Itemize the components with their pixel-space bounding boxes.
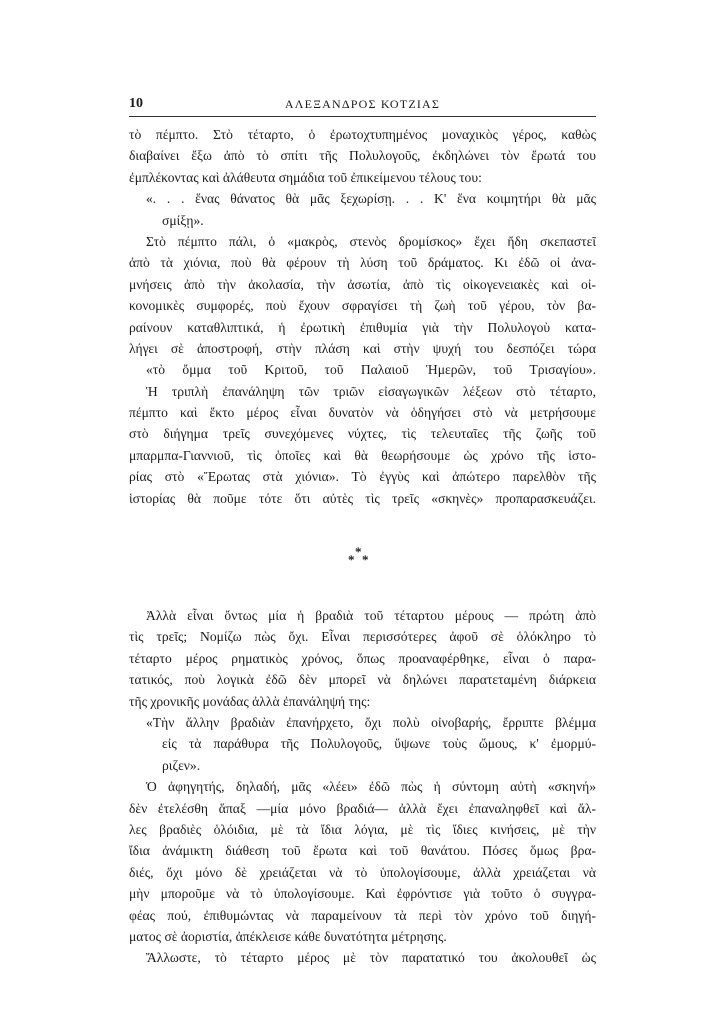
text-line: «. . . ἕνας θάνατος θὰ μᾶς ξεχωρίσῃ. . . Κ' ἕνα κοιμητήρι θὰ μᾶς (146, 191, 596, 207)
text-line: Ἀλλὰ εἶναι ὄντως μία ἡ βραδιὰ τοῦ τέταρτου μέρους — πρώτη ἀπὸ (146, 608, 596, 624)
asterism-star: * (348, 552, 355, 568)
running-title: ΑΛΕΞΑΝΔΡΟΣ ΚΟΤΖΙΑΣ (284, 97, 441, 111)
asterism-separator (129, 543, 596, 581)
text-line: «Τὴν ἄλλην βραδιὰν ἐπανήρχετο, ὄχι πολὺ οἰνοβαρής, ἔρριπτε βλέμμα (146, 714, 596, 730)
page-header (129, 96, 596, 114)
asterism-star: * (362, 552, 369, 568)
text-line: ραίνουν καταθλιπτικά, ἡ ἐρωτικὴ ἐπιθυμία γιὰ τὴν Πολυλογοὺ κατα- (129, 319, 596, 335)
text-line: τέταρτο μέρος ρηματικὸς χρόνος, ὅπως προαναφέρθηκε, εἶναι ὁ παρα- (129, 650, 596, 666)
text-line: στὸ διήγημα τρεῖς συνεχόμενες νύχτες, τὶς τελευταῖες τῆς ζωῆς τοῦ (129, 426, 596, 442)
text-line: τὶς τρεῖς; Νομίζω πὼς ὄχι. Εἶναι περισσότερες ἀφοῦ σὲ ὁλόκληρο τὸ (129, 629, 596, 645)
text-line: ἴδια ἀνάμικτη διάθεση τοῦ ἔρωτα καὶ τοῦ θανάτου. Πόσες ὅμως βρα- (129, 843, 596, 859)
text-line: φέας πού, ἐπιθυμώντας νὰ παραμείνουν τὰ περὶ τὸν χρόνο τοῦ διηγή- (129, 907, 596, 923)
page-number: 10 (129, 96, 143, 111)
text-line: ματος σὲ ἀοριστία, ἀπέκλεισε κάθε δυνατότητα μέτρησης. (129, 928, 447, 944)
text-line: «τὸ ὄμμα τοῦ Κριτοῦ, τοῦ Παλαιοῦ Ἡμερῶν, τοῦ Τρισαγίου». (146, 362, 596, 378)
text-line: ἐμπλέκοντας καὶ ἀλάθευτα σημάδια τοῦ ἐπικείμενου τέλους του: (129, 169, 482, 185)
text-line: σμίξῃ». (162, 212, 204, 228)
text-line: μὴν μποροῦμε νὰ τὸ ὑπολογίσουμε. Καὶ ἐφρόντισε γιὰ τοῦτο ὁ συγγρα- (129, 886, 596, 902)
text-line: Ἡ τριπλὴ ἐπανάληψη τῶν τριῶν εἰσαγωγικῶν λέξεων στὸ τέταρτο, (146, 383, 596, 399)
text-line: δὲν ἐτελέσθη ἅπαξ —μία μόνο βραδιά— ἀλλὰ ἔχει ἐπαναληφθεῖ καὶ ἄλ- (129, 800, 596, 816)
text-line: τὸ πέμπτο. Στὸ τέταρτο, ὁ ἐρωτοχτυπημένος μοναχικὸς γέρος, καθὼς (129, 127, 596, 142)
text-line: εἰς τὰ παράθυρα τῆς Πολυλογοῦς, ὕψωνε τοὺς ὤμους, κ' ἐμορμύ- (162, 736, 596, 752)
text-line: ἱστορίας θὰ ποῦμε τότε ὅτι αὐτὲς τὶς τρεῖς «σκηνὲς» προπαρασκευάζει. (129, 490, 596, 506)
text-line: λήγει σὲ ἀποστροφή, στὴν πλάση καὶ στὴν ψυχή του δεσπόζει τώρα (129, 340, 596, 356)
text-line: ριζεν». (162, 757, 201, 773)
text-line: ἀπὸ τὰ χιόνια, ποὺ θὰ φέρουν τὴ λύση τοῦ δράματος. Κι ἐδῶ οἱ ἀνα- (129, 255, 596, 271)
text-line: Ἄλλωστε, τὸ τέταρτο μέρος μὲ τὸν παρατατικό του ἀκολουθεῖ ὡς (146, 950, 596, 966)
text-line: τῆς χρονικῆς μονάδας ἀλλὰ ἐπανάληψή της: (129, 693, 371, 709)
text-line: μπαρμπα-Γιαννιοῦ, τὶς ὁποῖες καὶ θὰ θεωρήσουμε ὡς χρόνο τῆς ἱστο- (129, 447, 596, 463)
text-line: πέμπτο καὶ ἕκτο μέρος εἶναι δυνατὸν νὰ ὁδηγήσει στὸ νὰ μετρήσουμε (129, 405, 596, 421)
text-line: διαβαίνει ἔξω ἀπὸ τὸ σπίτι τῆς Πολυλογοῦς, ἐκδηλώνει τὸν ἔρωτά του (129, 148, 596, 164)
body-text (129, 124, 596, 969)
text-line: μνήσεις ἀπὸ τὴν ἀκολασία, τὴν ἀσωτία, ἀπὸ τὶς οἰκογενειακὲς καὶ οἰ- (129, 276, 596, 292)
asterism-star: * (355, 544, 362, 560)
text-line: κονομικὲς συμφορές, ποὺ ἔχουν σφραγίσει τὴ ζωὴ τοῦ γέρου, τὸν βα- (129, 298, 596, 314)
text-line: Ὁ ἀφηγητής, δηλαδή, μᾶς «λέει» ἐδῶ πὼς ἡ σύντομη αὐτὴ «σκηνή» (146, 779, 596, 795)
text-line: διές, ὄχι μόνο δὲ χρειάζεται νὰ τὸ ὑπολογίσουμε, ἀλλὰ χρειάζεται νὰ (129, 864, 596, 880)
section-2 (129, 605, 596, 969)
text-line: λες βραδιὲς ὁλόιδια, μὲ τὰ ἴδια λόγια, μὲ τὶς ἴδιες κινήσεις, μὲ τὴν (129, 821, 596, 837)
header-rule (129, 116, 596, 117)
text-line: ρίας στὸ «Ἔρωτας στὰ χιόνια». Τὸ ἐγγὺς καὶ ἀπώτερο παρελθὸν τῆς (129, 469, 596, 485)
text-line: Στὸ πέμπτο πάλι, ὁ «μακρὸς, στενὸς δρομίσκος» ἔχει ἤδη σκεπαστεῖ (146, 233, 596, 249)
section-1 (129, 124, 596, 509)
text-line: τατικός, ποὺ λογικὰ ἐδῶ δὲν μπορεῖ νὰ δηλώνει παρατεταμένη διάρκεια (129, 672, 596, 688)
